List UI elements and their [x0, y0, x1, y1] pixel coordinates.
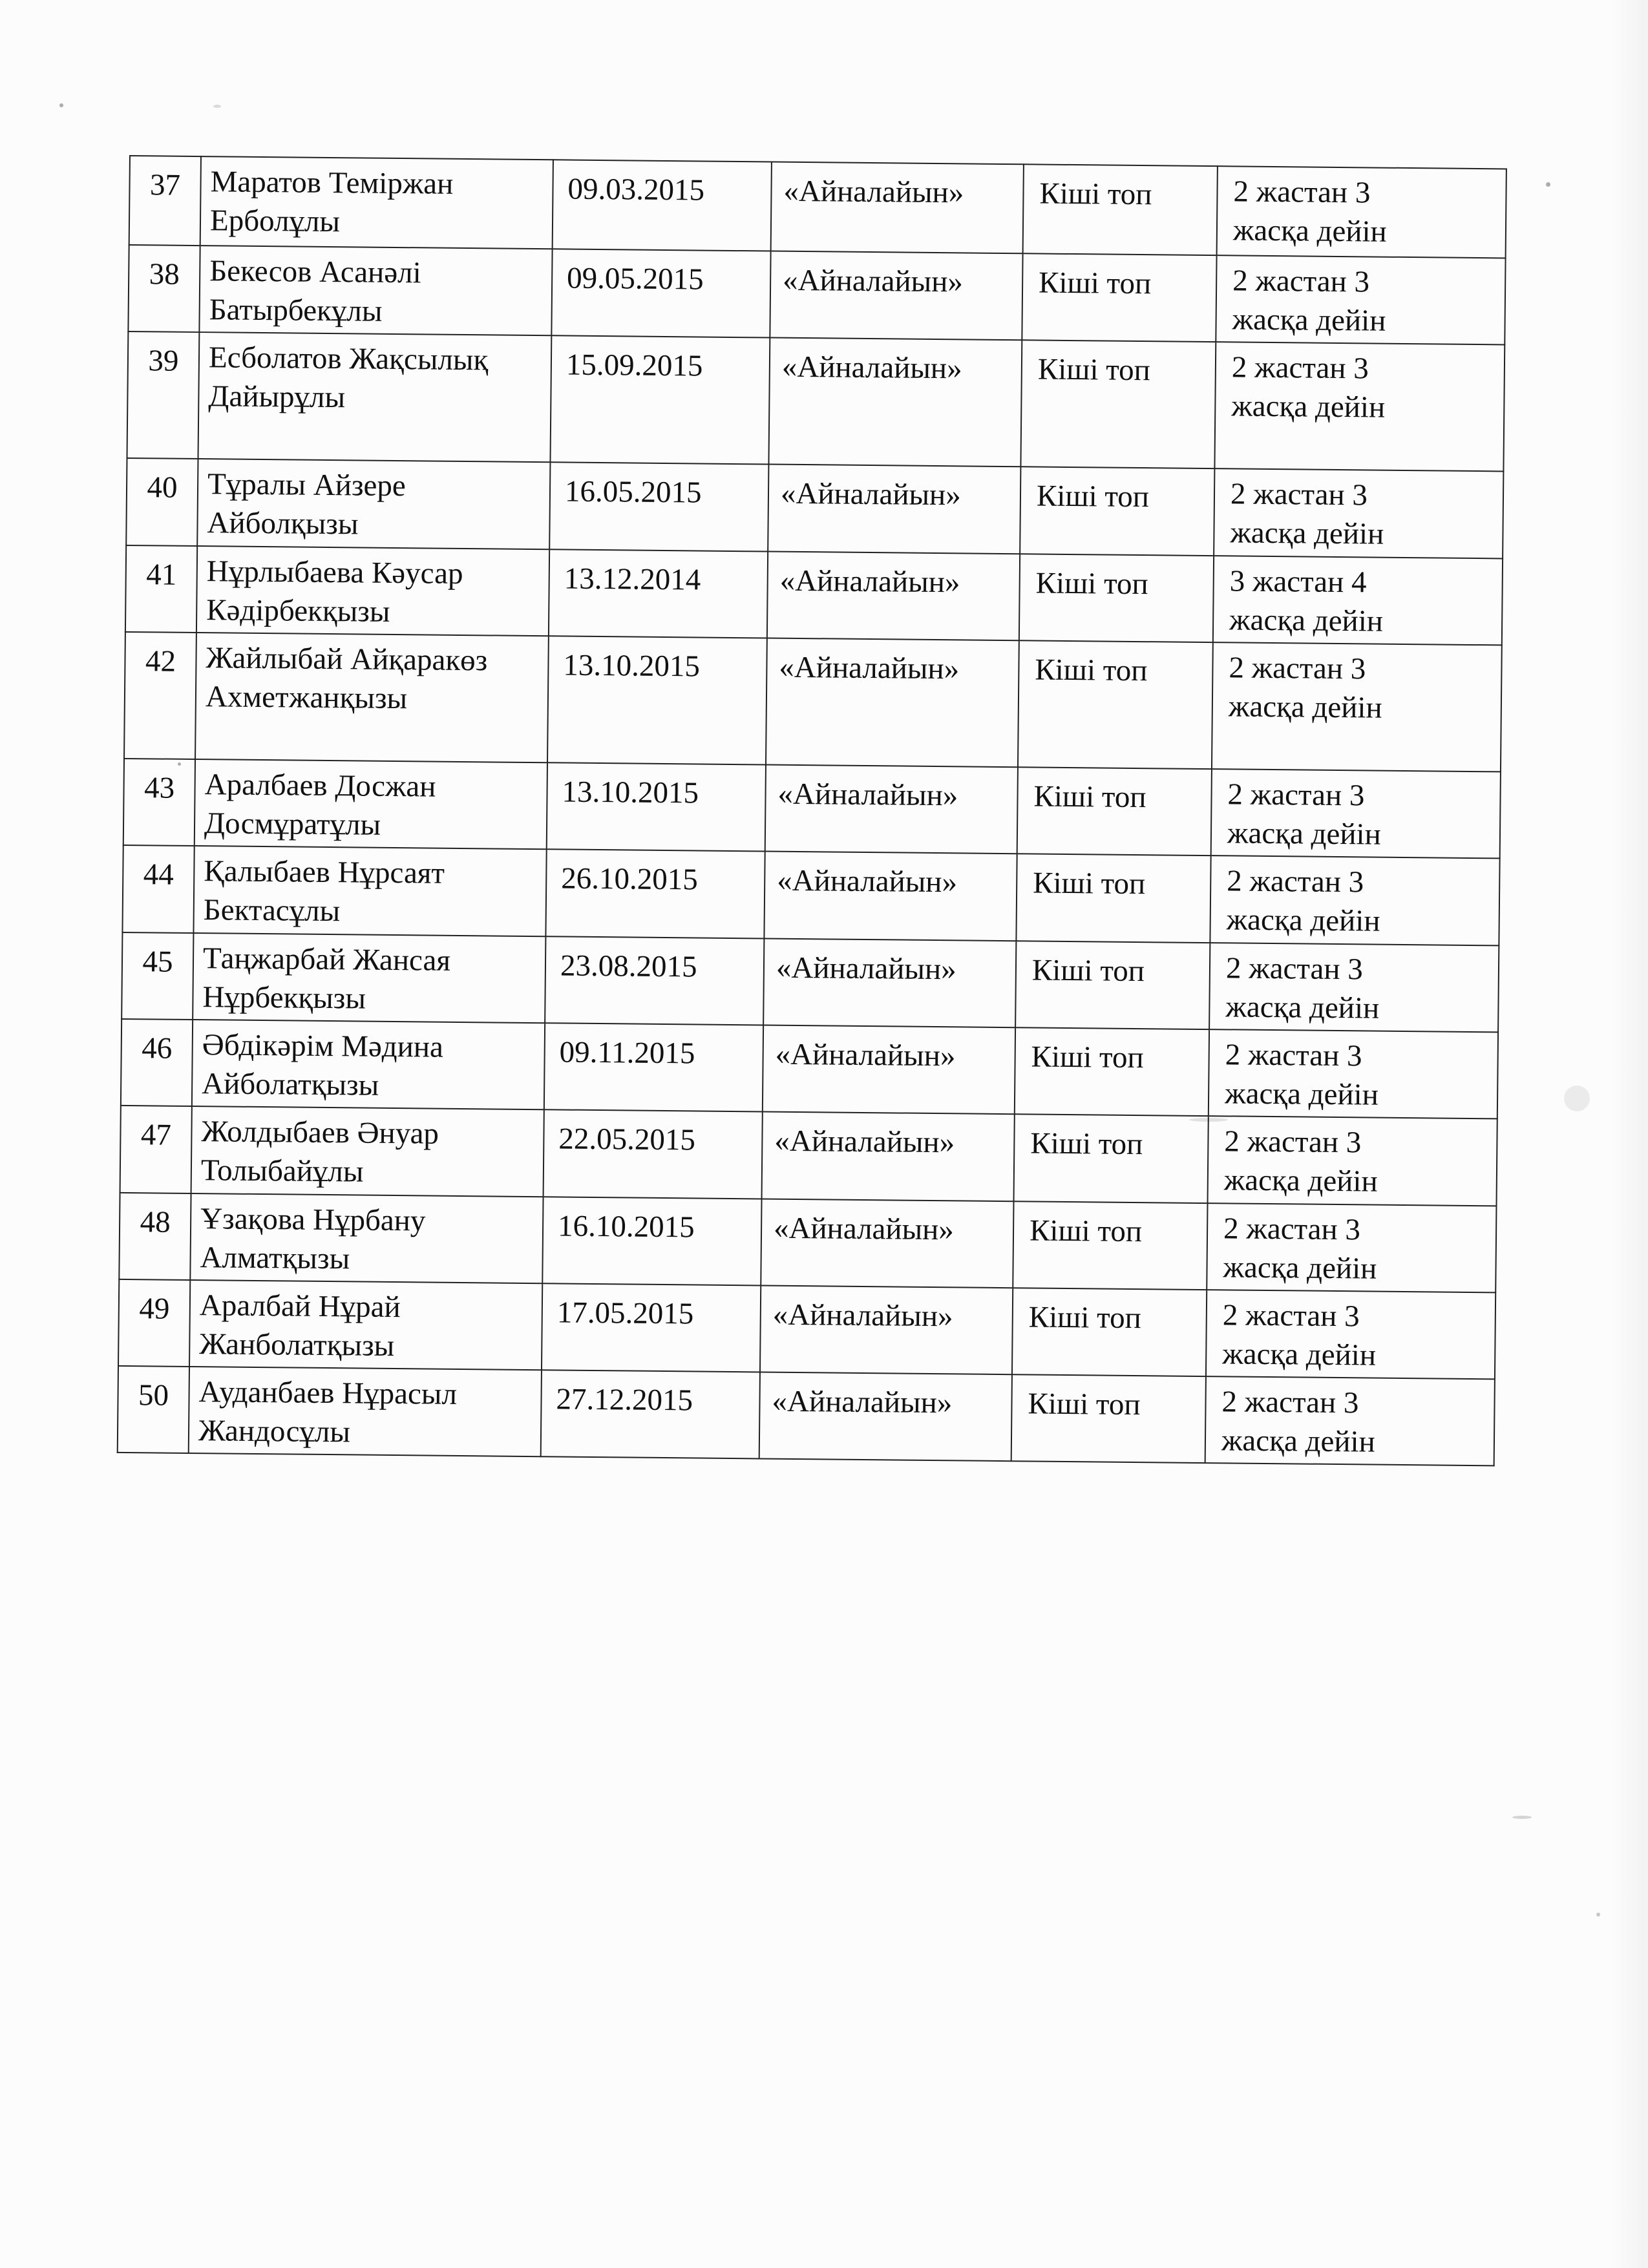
scan-speck [1546, 182, 1550, 187]
table-row [118, 1366, 1495, 1466]
age-range-line: жасқа дейін [1223, 1250, 1377, 1286]
birth-date: 09.11.2015 [544, 1023, 763, 1112]
birth-date: 09.05.2015 [551, 249, 770, 338]
table-row [126, 458, 1503, 558]
row-number: 50 [118, 1366, 189, 1453]
table-row [122, 845, 1499, 945]
kindergarten-name: «Айналайын» [768, 465, 1020, 554]
group-name: Кіші топ [1019, 554, 1214, 642]
child-name: Жайлыбай Айқаракөз Ахметжанқызы [195, 633, 549, 762]
group-name: Кіші топ [1022, 253, 1216, 342]
child-name: Қалыбаев Нұрсаят Бектасұлы [193, 846, 546, 936]
birth-date: 15.09.2015 [550, 336, 770, 465]
age-range-line: 2 жастан 3 [1227, 864, 1364, 899]
table-row [128, 245, 1505, 345]
age-range [1214, 468, 1503, 558]
age-range-line: 2 жастан 3 [1230, 477, 1368, 512]
table-row [127, 331, 1505, 471]
row-number: 47 [120, 1106, 192, 1193]
age-range-line: жасқа дейін [1221, 1423, 1375, 1459]
age-range-line: 2 жастан 3 [1225, 950, 1364, 986]
age-range-line: жасқа дейін [1225, 990, 1380, 1025]
birth-date: 16.10.2015 [542, 1197, 761, 1286]
page-edge-shadow [1609, 0, 1648, 2268]
kindergarten-name: «Айналайын» [764, 852, 1017, 941]
birth-date: 26.10.2015 [545, 849, 765, 938]
child-name: Аралбаев Досжан Досмұратұлы [195, 759, 547, 850]
birth-date: 13.10.2015 [547, 762, 766, 852]
birth-date: 16.05.2015 [549, 463, 768, 552]
child-name: Тұралы Айзере Айболқызы [197, 459, 550, 549]
child-name: Маратов Теміржан Ерболұлы [200, 156, 553, 249]
age-range-line: жасқа дейін [1228, 689, 1382, 725]
scan-speck [213, 105, 221, 108]
row-number: 43 [123, 759, 195, 846]
row-number: 46 [121, 1019, 193, 1106]
age-range [1206, 1290, 1495, 1380]
age-range-line: жасқа дейін [1223, 1163, 1378, 1199]
age-range-line: 2 жастан 3 [1233, 174, 1371, 210]
age-range-line: жасқа дейін [1231, 389, 1386, 425]
child-name: Нұрлыбаева Кәусар Кәдірбекқызы [196, 546, 549, 636]
kindergarten-name: «Айналайын» [760, 1285, 1013, 1374]
row-number: 44 [122, 845, 194, 932]
child-name: Жолдыбаев Әнуар Толыбайұлы [191, 1106, 544, 1197]
row-number: 49 [118, 1279, 190, 1367]
child-name: Есболатов Жақсылық Дайырұлы [198, 332, 551, 462]
child-name: Таңжарбай Жансая Нұрбекқызы [193, 933, 545, 1024]
row-number: 41 [125, 545, 197, 633]
age-range-line: 2 жастан 3 [1229, 651, 1366, 686]
kindergarten-name: «Айналайын» [767, 551, 1020, 640]
age-range-line: 2 жастан 3 [1222, 1298, 1360, 1334]
group-name: Кіші топ [1014, 1114, 1209, 1202]
roster-body [118, 156, 1506, 1466]
table-row [119, 1192, 1496, 1292]
table-row [121, 932, 1499, 1033]
row-number: 48 [119, 1192, 191, 1279]
row-number: 40 [126, 458, 198, 545]
birth-date: 13.10.2015 [547, 636, 767, 764]
age-range-line: 2 жастан 3 [1224, 1124, 1362, 1160]
table-row [118, 1279, 1495, 1380]
age-range-line: жасқа дейін [1229, 603, 1384, 638]
age-range-line: жасқа дейін [1232, 302, 1386, 338]
group-name: Кіші топ [1013, 1201, 1207, 1290]
age-range-line: 2 жастан 3 [1221, 1385, 1359, 1420]
age-range [1208, 1116, 1497, 1206]
table-row [129, 156, 1506, 258]
birth-date: 13.12.2014 [549, 549, 768, 638]
table-row [120, 1106, 1497, 1206]
kindergarten-name: «Айналайын» [768, 338, 1022, 467]
table-row [124, 632, 1502, 772]
age-range [1209, 943, 1499, 1033]
scan-speck [1512, 1816, 1532, 1819]
group-name: Кіші топ [1023, 164, 1218, 255]
group-name: Кіші топ [1012, 1288, 1207, 1376]
age-range [1217, 166, 1506, 258]
age-range [1210, 856, 1499, 945]
kindergarten-name: «Айналайын» [770, 251, 1022, 341]
scan-speck [1564, 1086, 1590, 1111]
age-range [1216, 255, 1505, 345]
child-name: Әбдікәрім Мәдина Айболатқызы [192, 1020, 545, 1110]
row-number: 42 [124, 632, 196, 759]
birth-date: 27.12.2015 [541, 1370, 760, 1459]
age-range-line: жасқа дейін [1222, 1337, 1377, 1372]
row-number: 45 [121, 932, 193, 1020]
age-range [1211, 769, 1501, 859]
age-range-line: 2 жастан 3 [1231, 350, 1369, 386]
kindergarten-name: «Айналайын» [761, 1199, 1013, 1288]
row-number: 37 [129, 156, 201, 246]
age-range-line: жасқа дейін [1232, 213, 1387, 249]
kindergarten-name: «Айналайын» [765, 764, 1018, 854]
table-row [123, 759, 1501, 859]
age-range-line: жасқа дейін [1230, 516, 1384, 552]
age-range [1214, 342, 1505, 471]
kindergarten-name: «Айналайын» [766, 638, 1019, 767]
kindergarten-name: «Айналайын» [763, 938, 1016, 1027]
child-name: Ұзақова Нұрбану Алматқызы [190, 1193, 543, 1283]
birth-date: 22.05.2015 [544, 1109, 763, 1199]
group-name: Кіші топ [1011, 1374, 1206, 1463]
group-name: Кіші топ [1017, 767, 1212, 856]
age-range-line: 3 жастан 4 [1229, 564, 1367, 600]
age-range-line: жасқа дейін [1224, 1076, 1379, 1112]
age-range-line: 2 жастан 3 [1232, 264, 1370, 299]
age-range [1209, 1029, 1498, 1119]
age-range-line: 2 жастан 3 [1225, 1038, 1362, 1073]
child-name: Аралбай Нұрай Жанболатқызы [189, 1280, 542, 1370]
birth-date: 09.03.2015 [553, 160, 772, 251]
age-range [1212, 642, 1502, 772]
kindergarten-name: «Айналайын» [762, 1112, 1015, 1201]
table-row [121, 1019, 1498, 1119]
kindergarten-name: «Айналайын» [771, 162, 1024, 254]
age-range [1205, 1376, 1495, 1466]
group-name: Кіші топ [1018, 640, 1213, 769]
age-range-line: 2 жастан 3 [1223, 1211, 1361, 1246]
group-name: Кіші топ [1020, 341, 1216, 469]
birth-date: 17.05.2015 [542, 1283, 761, 1372]
age-range-line: жасқа дейін [1226, 903, 1380, 939]
group-name: Кіші топ [1016, 854, 1210, 942]
age-range-line: 2 жастан 3 [1227, 777, 1365, 813]
row-number: 38 [128, 245, 200, 332]
group-name: Кіші топ [1020, 467, 1214, 556]
child-name: Бекесов Асанәлі Батырбекұлы [199, 246, 552, 336]
table-row [125, 545, 1503, 646]
kindergarten-name: «Айналайын» [763, 1025, 1015, 1114]
group-name: Кіші топ [1015, 941, 1210, 1029]
children-roster-table [117, 155, 1507, 1467]
age-range [1207, 1203, 1496, 1293]
row-number: 39 [127, 331, 199, 459]
child-name: Ауданбаев Нұрасыл Жандосұлы [189, 1367, 542, 1457]
birth-date: 23.08.2015 [545, 936, 764, 1025]
group-name: Кіші топ [1015, 1027, 1209, 1116]
age-range-line: жасқа дейін [1227, 816, 1382, 852]
age-range [1213, 556, 1503, 646]
scan-speck [1596, 1913, 1600, 1916]
kindergarten-name: «Айналайын» [759, 1372, 1012, 1462]
scan-speck [59, 103, 63, 107]
